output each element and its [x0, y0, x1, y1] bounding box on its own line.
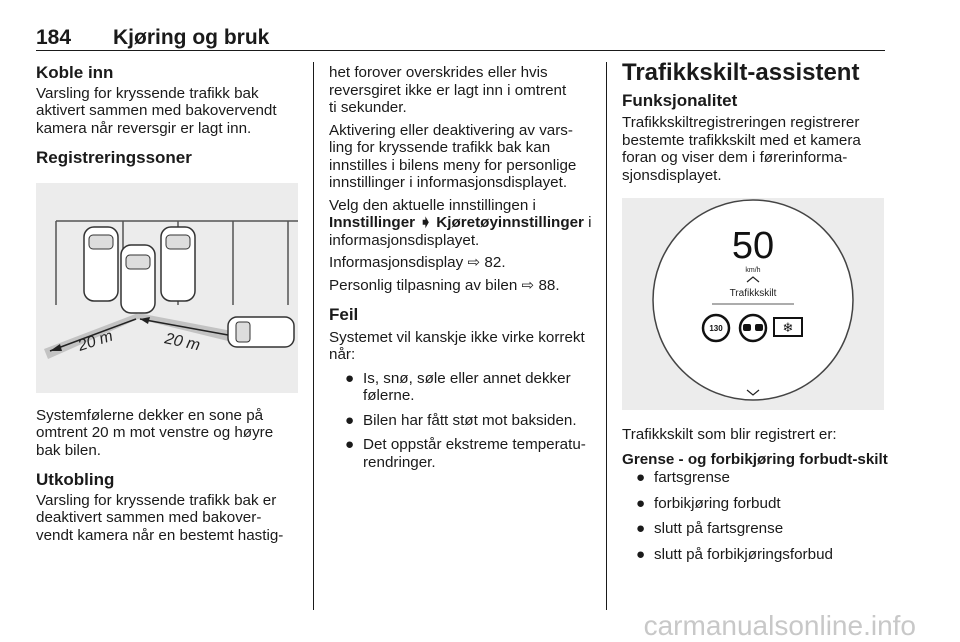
- list-item: ● forbikjøring forbudt: [636, 494, 781, 512]
- display-label: Trafikkskilt: [729, 288, 777, 299]
- bullet-icon: ●: [636, 469, 646, 486]
- paragraph-funksjonalitet: Trafikkskiltregistreringen registrerer bestemte trafikkskilt med et kamera foran og viser dem i førerinforma- sjonsdisplayet.: [622, 114, 861, 184]
- menu-arrow-icon: ➧: [419, 214, 433, 231]
- cluster-display-illustration: [622, 198, 884, 410]
- svg-text:❄: ❄: [782, 321, 794, 336]
- column-2: [329, 64, 597, 471]
- parking-illustration: [36, 183, 298, 393]
- paragraph-registrerte-skilt: Trafikkskilt som blir registrert er:: [622, 426, 837, 443]
- list-item: ● Det oppstår ekstreme temperatu- rendringer.: [345, 436, 586, 471]
- menu-path-kjoretoyinnstillinger: Kjøretøyinnstillinger: [436, 214, 584, 231]
- reversing-car-icon: [121, 245, 155, 313]
- paragraph-utkobling: Varsling for kryssende trafikk bak er deaktivert sammen med bakover- vendt kamera når en bestemt hastig-: [36, 491, 284, 544]
- heading-trafikkskilt-assistent: Trafikkskilt-assistent: [622, 59, 860, 86]
- heading-koble-inn: Koble inn: [36, 63, 114, 82]
- list-item: ● Bilen har fått støt mot baksiden.: [345, 411, 577, 429]
- reference-arrow-icon: ⇨: [467, 254, 481, 271]
- bullet-icon: ●: [636, 545, 646, 563]
- reference-personlig-tilpasning: Personlig tilpasning av bilen ⇨ 88.: [329, 276, 560, 294]
- reference-arrow-icon: ⇨: [521, 276, 535, 294]
- paragraph-aktivering: Aktivering eller deaktivering av vars- ling for kryssende trafikk bak kan innstilles i bilens meny for personlige innstillinger i informasjonsdisplayet.: [329, 121, 577, 191]
- paragraph-koble-inn: Varsling for kryssende trafikk bak aktivert sammen med bakovervendt kamera når reversgir er lagt inn.: [36, 84, 277, 137]
- bullet-icon: ●: [636, 520, 646, 537]
- no-overtaking-sign-icon: [740, 315, 766, 341]
- parked-car-right-icon: [161, 227, 195, 301]
- parked-car-left-icon: [84, 227, 118, 301]
- list-item: ● fartsgrense: [636, 469, 730, 486]
- detection-zone-figure: [36, 183, 298, 393]
- heading-feil: Feil: [329, 305, 359, 324]
- snowflake-warning-icon: [774, 318, 802, 336]
- list-item: ● slutt på fartsgrense: [636, 520, 784, 537]
- speed-limit-sign-icon: [703, 315, 729, 341]
- bullet-icon: ●: [636, 494, 646, 512]
- distance-label-right: 20 m: [163, 329, 202, 354]
- paragraph-velg-innstilling: Velg den aktuelle innstillingen i Innstillinger ➧ Kjøretøyinnstillinger i informasjonsdisplayet.: [329, 196, 592, 249]
- header-rule: [36, 50, 885, 51]
- column-3: [622, 59, 888, 563]
- paragraph-feil: Systemet vil kanskje ikke virke korrekt når:: [329, 328, 585, 363]
- heading-utkobling: Utkobling: [36, 470, 115, 489]
- speed-unit: km/h: [745, 267, 761, 274]
- speed-readout: 50: [731, 225, 775, 267]
- column-1: [36, 64, 304, 544]
- bullet-icon: ●: [345, 411, 355, 429]
- svg-text:130: 130: [709, 324, 723, 333]
- heading-funksjonalitet: Funksjonalitet: [622, 90, 738, 110]
- traffic-sign-display-figure: [622, 198, 884, 410]
- heading-registreringssoner: Registreringssoner: [36, 148, 192, 167]
- page-title: Kjøring og bruk: [113, 26, 270, 49]
- distance-label-left: 20 m: [75, 327, 116, 355]
- crossing-car-icon: [228, 317, 294, 347]
- reference-informasjonsdisplay: Informasjonsdisplay ⇨ 82.: [329, 254, 506, 271]
- column-divider-2: [606, 62, 607, 610]
- list-item: ● slutt på forbikjøringsforbud: [636, 545, 833, 563]
- paragraph-continued: het forover overskrides eller hvis reversgiret ikke er lagt inn i omtrent ti sekunder.: [329, 64, 567, 116]
- bullet-icon: ●: [345, 436, 355, 453]
- list-item: ● Is, snø, søle eller annet dekker følerne.: [345, 369, 571, 404]
- paragraph-systemfolerne: Systemfølerne dekker en sone på omtrent 20 m mot venstre og høyre bak bilen.: [36, 406, 274, 459]
- column-divider-1: [313, 62, 314, 610]
- page-number: 184: [36, 26, 72, 49]
- bullet-icon: ●: [345, 369, 355, 387]
- watermark: carmanualsonline.info: [643, 610, 916, 641]
- menu-path-innstillinger: Innstillinger: [329, 214, 416, 231]
- heading-grense-forbikjoring: Grense - og forbikjøring forbudt-skilt: [622, 450, 888, 468]
